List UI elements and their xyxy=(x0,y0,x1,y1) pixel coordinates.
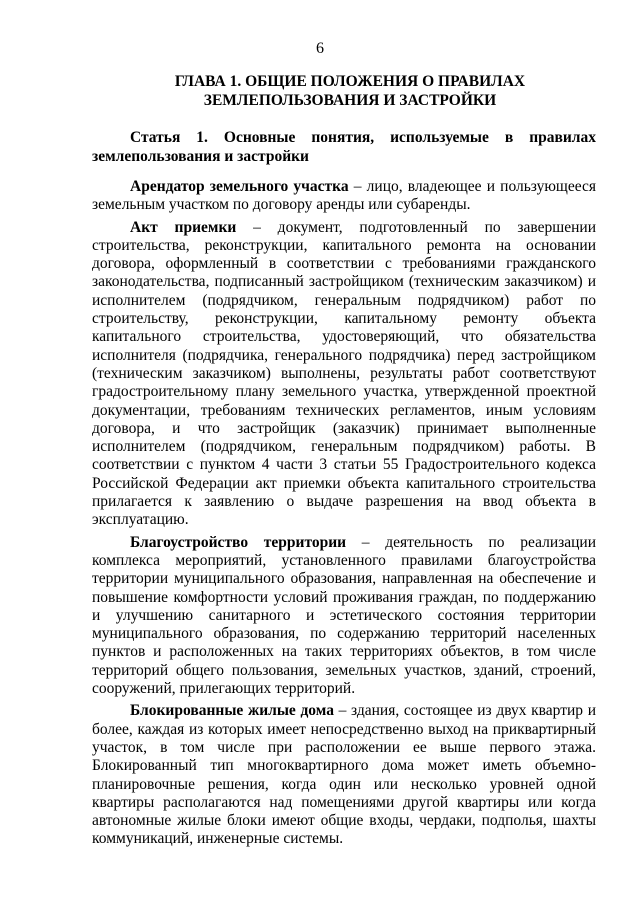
chapter-title-line-2: ЗЕМЛЕПОЛЬЗОВАНИЯ И ЗАСТРОЙКИ xyxy=(203,92,497,109)
definition-paragraph xyxy=(92,178,596,215)
definition-text: – документ, подготовленный по завершении строительства, реконструкции, капитального ремонта на основании договора, оформленный в соответствии с требованиями гражданского законодательства, подписанный застройщиком (техническим заказчиком) и исполнителем (подрядчиком, генеральным подрядчиком) работ по строительству, реконструкции, капитальному ремонту объекта капитального строительства, удостоверяющий, что обязательства исполнителя (подрядчика, генерального подрядчика) перед застройщиком (техническим заказчиком) выполнены, результаты работ соответствуют градостроительному плану земельного участка, утвержденной проектной документации, требованиям технических регламентов, иным условиям договора, и что застройщик (заказчик) принимает выполненные исполнителем (подрядчиком, генеральным подрядчиком) работы. В соответствии с пунктом 4 части 3 статьи 55 Градостроительного кодекса Российской Федерации акт приемки объекта капитального строительства прилагается к заявлению о выдаче разрешения на ввод объекта в эксплуатацию. xyxy=(92,218,596,529)
definition-term: Благоустройство территории xyxy=(130,533,347,551)
definition-paragraph xyxy=(92,702,596,848)
definition-paragraph xyxy=(92,534,596,699)
definition-term: Акт приемки xyxy=(130,218,237,236)
chapter-title-line-1: ГЛАВА 1. ОБЩИЕ ПОЛОЖЕНИЯ О ПРАВИЛАХ xyxy=(174,73,526,90)
definition-term: Арендатор земельного участка xyxy=(130,178,349,195)
definition-paragraph xyxy=(92,219,596,530)
definition-text: – здания, состоящее из двух квартир и более, каждая из которых имеет непосредственно выход на приквартирный участок, в том числе при расположении ее выше первого этажа. Блокированный тип многоквартирного дома может иметь объемно-планировочные решения, когда один или несколько уровней одной квартиры располагаются над помещениями другой квартиры или когда автономные жилые блоки имеют общие входы, чердаки, подполья, шахты коммуникаций, инженерные системы. xyxy=(92,702,596,848)
definition-text: – деятельность по реализации комплекса мероприятий, установленного правилами благоустройства территории муниципального образования, направленная на обеспечение и повышение комфортности условий проживания граждан, по поддержанию и улучшению санитарного и эстетического состояния территории муниципального образования, по содержанию территорий населенных пунктов и расположенных на таких территориях объектов, в том числе территорий общего пользования, земельных участков, зданий, строений, сооружений, прилегающих территорий. xyxy=(92,533,596,698)
definition-term: Блокированные жилые дома xyxy=(130,702,334,720)
article-title: Статья 1. Основные понятия, используемые в правилах землепользования и застройки xyxy=(92,129,596,165)
page-number: 6 xyxy=(316,40,324,57)
chapter-title xyxy=(150,72,550,110)
definition-text: – лицо, владеющее и пользующееся земельным участком по договору аренды или субаренды. xyxy=(92,178,597,214)
definitions-list xyxy=(92,178,596,853)
